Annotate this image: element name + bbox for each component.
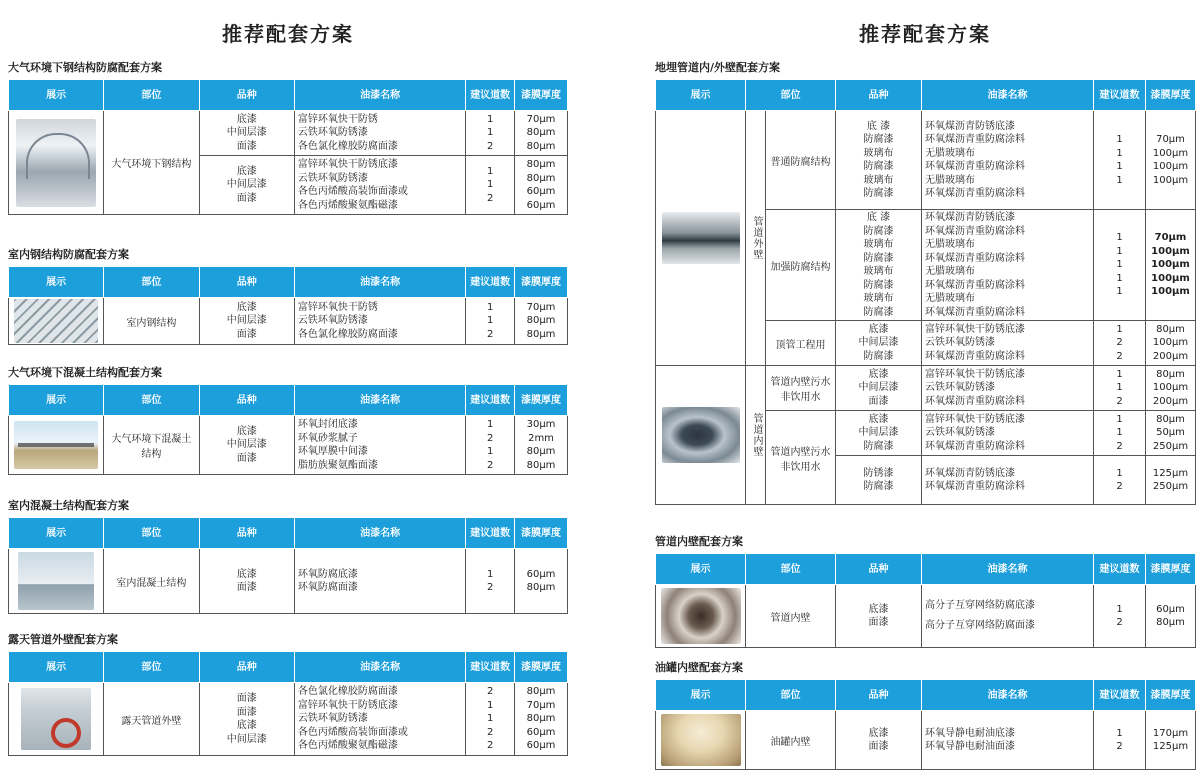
section-title: 地埋管道内/外壁配套方案: [655, 61, 781, 74]
table-header-row: [656, 554, 1196, 585]
col-header: 漆膜厚度: [515, 80, 568, 111]
col-header: 油漆名称: [922, 80, 1094, 111]
scheme-table: [8, 651, 568, 756]
pipe-inner-image: [662, 407, 740, 463]
coats-cell: 1 1 2: [1094, 366, 1146, 411]
paints-cell: 环氧防腐底漆 环氧防腐面漆: [294, 549, 466, 614]
pipe-interior-image: [661, 588, 741, 644]
col-header: 部位: [104, 385, 199, 416]
outer-wall-label: 管道外壁: [751, 216, 762, 260]
coats-cell: 1 2: [466, 549, 515, 614]
image-cell: [9, 683, 104, 756]
thickness-cell: 70μm 100μm 100μm 100μm 100μm: [1146, 210, 1196, 321]
paints-cell: 各色氯化橡胶防腐面漆 富锌环氧快干防锈底漆 云铁环氧防锈漆 各色丙烯酸高装饰面漆或 各色丙烯酸聚氨酯磁漆: [294, 683, 466, 756]
image-cell: [656, 111, 746, 366]
section-title: 露天管道外壁配套方案: [8, 633, 118, 646]
scheme-table: [655, 679, 1196, 770]
section-title: 室内钢结构防腐配套方案: [8, 248, 129, 261]
thickness-cell: 80μm 80μm 60μm 60μm: [515, 156, 568, 215]
col-header: 漆膜厚度: [515, 385, 568, 416]
section-concrete-atmosphere: [8, 365, 568, 475]
table-row: [656, 366, 1196, 411]
table-header-row: [656, 680, 1196, 711]
scheme-table: [655, 79, 1196, 505]
thickness-cell: 80μm 50μm 250μm: [1146, 411, 1196, 456]
col-header: 建议道数: [466, 267, 515, 298]
coats-cell: 1 1 2: [466, 111, 515, 156]
image-cell: [9, 111, 104, 215]
thickness-cell: 30μm 2mm 80μm 80μm: [515, 416, 568, 475]
col-header: 建议道数: [466, 652, 515, 683]
coats-cell: 1 1 2: [466, 156, 515, 215]
section-concrete-indoor: [8, 498, 568, 614]
col-header: 油漆名称: [294, 267, 466, 298]
col-header: 品种: [199, 267, 294, 298]
paints-cell: 环氧煤沥青防锈底漆 环氧煤沥青重防腐涂料 无腊玻璃布 环氧煤沥青重防腐涂料 无腊玻璃布 环氧煤沥青重防腐涂料: [922, 111, 1094, 210]
coats-cell: 1 1 1 1 1: [1094, 210, 1146, 321]
paints-cell: 富锌环氧快干防锈底漆 云铁环氧防锈漆 环氧煤沥青重防腐涂料: [922, 411, 1094, 456]
col-header: 漆膜厚度: [515, 267, 568, 298]
table-row: [656, 585, 1196, 648]
col-header: 油漆名称: [294, 385, 466, 416]
section-title: 管道内壁配套方案: [655, 535, 743, 548]
part-cell: 管道内壁污水非饮用水: [766, 366, 836, 411]
types-cell: 底漆 中间层漆 面漆: [836, 366, 922, 411]
table-header-row: [656, 80, 1196, 111]
section-steel-indoor: [8, 247, 568, 345]
col-header: 建议道数: [466, 385, 515, 416]
outer-wall-label-cell: [746, 111, 766, 366]
section-pipe-inner-wall: [655, 534, 1195, 648]
col-header: 品种: [836, 80, 922, 111]
paints-cell: 环氧煤沥青防锈底漆 环氧煤沥青重防腐涂料: [922, 456, 1094, 505]
paints-cell: 富锌环氧快干防锈底漆 云铁环氧防锈漆 环氧煤沥青重防腐涂料: [922, 366, 1094, 411]
col-header: 油漆名称: [922, 554, 1094, 585]
coats-cell: 1 2: [1094, 585, 1146, 648]
buried-pipe-image: [662, 212, 740, 264]
col-header: 部位: [104, 652, 199, 683]
col-header: 品种: [199, 80, 294, 111]
thickness-cell: 70μm 80μm 80μm: [515, 111, 568, 156]
paints-cell: 环氧导静电耐油底漆 环氧导静电耐油面漆: [922, 711, 1094, 770]
paints-cell: 富锌环氧快干防锈 云铁环氧防锈漆 各色氯化橡胶防腐面漆: [294, 298, 466, 345]
table-header-row: [9, 80, 568, 111]
col-header: 漆膜厚度: [1146, 680, 1196, 711]
thickness-cell: 80μm 100μm 200μm: [1146, 366, 1196, 411]
scheme-table: [8, 384, 568, 475]
col-header: 展示: [656, 680, 746, 711]
section-tank: [655, 660, 1195, 770]
table-row: [9, 298, 568, 345]
page-title: 推荐配套方案: [859, 22, 991, 46]
col-header: 展示: [656, 554, 746, 585]
section-buried-pipe: [655, 60, 1195, 505]
col-header: 展示: [656, 80, 746, 111]
coats-cell: 1 2 1 2: [466, 416, 515, 475]
indoor-image: [18, 552, 94, 610]
part-cell: 油罐内壁: [746, 711, 836, 770]
coats-cell: 1 2: [1094, 456, 1146, 505]
thickness-cell: 80μm 100μm 200μm: [1146, 321, 1196, 366]
col-header: 品种: [836, 680, 922, 711]
image-cell: [9, 298, 104, 345]
scheme-table: [8, 79, 568, 215]
types-cell: 底漆 中间层漆 面漆: [199, 416, 294, 475]
table-row: [9, 549, 568, 614]
col-header: 漆膜厚度: [515, 652, 568, 683]
image-cell: [656, 585, 746, 648]
col-header: 展示: [9, 652, 104, 683]
col-header: 漆膜厚度: [1146, 554, 1196, 585]
col-header: 部位: [746, 554, 836, 585]
paints-cell: 富锌环氧快干防锈 云铁环氧防锈漆 各色氯化橡胶防腐面漆: [294, 111, 466, 156]
coats-cell: 1 2 2: [1094, 321, 1146, 366]
image-cell: [9, 549, 104, 614]
thickness-cell: 60μm 80μm: [515, 549, 568, 614]
col-header: 品种: [836, 554, 922, 585]
part-cell: 普通防腐结构: [766, 111, 836, 210]
col-header: 品种: [199, 385, 294, 416]
types-cell: 防锈漆 防腐漆: [836, 456, 922, 505]
coats-cell: 1 1 2: [466, 298, 515, 345]
table-row: [9, 416, 568, 475]
outdoor-pipe-image: [21, 688, 91, 750]
types-cell: 底 漆 防腐漆 玻璃布 防腐漆 玻璃布 防腐漆 玻璃布 防腐漆: [836, 210, 922, 321]
col-header: 部位: [746, 680, 836, 711]
col-header: 部位: [746, 80, 836, 111]
image-cell: [656, 366, 746, 505]
col-header: 品种: [199, 518, 294, 549]
right-page: [655, 0, 1195, 782]
part-cell: 室内钢结构: [104, 298, 199, 345]
section-title: 油罐内壁配套方案: [655, 661, 743, 674]
table-header-row: [9, 385, 568, 416]
bridge-image: [14, 421, 98, 469]
types-cell: 底漆 中间层漆 面漆: [199, 156, 294, 215]
paints-cell: 富锌环氧快干防锈底漆 云铁环氧防锈漆 环氧煤沥青重防腐涂料: [922, 321, 1094, 366]
col-header: 展示: [9, 267, 104, 298]
thickness-cell: 80μm 70μm 80μm 60μm 60μm: [515, 683, 568, 756]
col-header: 建议道数: [1094, 554, 1146, 585]
paints-cell: 富锌环氧快干防锈底漆 云铁环氧防锈漆 各色丙烯酸高装饰面漆或 各色丙烯酸聚氨酯磁漆: [294, 156, 466, 215]
table-header-row: [9, 267, 568, 298]
section-outdoor-pipe: [8, 632, 568, 756]
coats-cell: 2 1 1 2 2: [466, 683, 515, 756]
col-header: 建议道数: [1094, 80, 1146, 111]
thickness-cell: 70μm 80μm 80μm: [515, 298, 568, 345]
table-row: [656, 111, 1196, 210]
col-header: 部位: [104, 80, 199, 111]
col-header: 建议道数: [466, 80, 515, 111]
part-cell: 加强防腐结构: [766, 210, 836, 321]
col-header: 展示: [9, 518, 104, 549]
col-header: 油漆名称: [294, 518, 466, 549]
part-cell: 大气环境下混凝土结构: [104, 416, 199, 475]
col-header: 展示: [9, 385, 104, 416]
types-cell: 底漆 中间层漆 面漆: [199, 298, 294, 345]
types-cell: 底漆 面漆: [836, 585, 922, 648]
left-page: [8, 0, 568, 782]
paints-cell: 环氧煤沥青防锈底漆 环氧煤沥青重防腐涂料 无腊玻璃布 环氧煤沥青重防腐涂料 无腊玻璃布 环氧煤沥青重防腐涂料 无腊玻璃布 环氧煤沥青重防腐涂料: [922, 210, 1094, 321]
part-cell: 大气环境下钢结构: [104, 111, 199, 215]
types-cell: 底漆 中间层漆 防腐漆: [836, 321, 922, 366]
page-title: 推荐配套方案: [222, 22, 354, 46]
thickness-cell: 170μm 125μm: [1146, 711, 1196, 770]
table-row: [9, 111, 568, 156]
col-header: 部位: [104, 518, 199, 549]
scheme-table: [8, 517, 568, 614]
col-header: 部位: [104, 267, 199, 298]
types-cell: 底漆 中间层漆 面漆: [199, 111, 294, 156]
part-cell: 顶管工程用: [766, 321, 836, 366]
image-cell: [9, 416, 104, 475]
col-header: 油漆名称: [922, 680, 1094, 711]
scheme-table: [8, 266, 568, 345]
types-cell: 面漆 面漆 底漆 中间层漆: [199, 683, 294, 756]
part-cell: 管道内壁: [746, 585, 836, 648]
truss-image: [14, 299, 98, 343]
col-header: 品种: [199, 652, 294, 683]
col-header: 建议道数: [1094, 680, 1146, 711]
table-header-row: [9, 652, 568, 683]
thickness-cell: 70μm 100μm 100μm 100μm: [1146, 111, 1196, 210]
col-header: 油漆名称: [294, 80, 466, 111]
types-cell: 底漆 面漆: [836, 711, 922, 770]
table-row: [9, 683, 568, 756]
table-row: [656, 711, 1196, 770]
col-header: 漆膜厚度: [515, 518, 568, 549]
coats-cell: 1 1 1 1: [1094, 111, 1146, 210]
coats-cell: 1 1 2: [1094, 411, 1146, 456]
types-cell: 底漆 中间层漆 防腐漆: [836, 411, 922, 456]
types-cell: 底 漆 防腐漆 玻璃布 防腐漆 玻璃布 防腐漆: [836, 111, 922, 210]
part-cell: 管道内壁污水非饮用水: [766, 411, 836, 505]
section-steel-atmosphere: [8, 60, 568, 215]
col-header: 漆膜厚度: [1146, 80, 1196, 111]
types-cell: 底漆 面漆: [199, 549, 294, 614]
image-cell: [656, 711, 746, 770]
table-header-row: [9, 518, 568, 549]
col-header: 展示: [9, 80, 104, 111]
part-cell: 露天管道外壁: [104, 683, 199, 756]
col-header: 油漆名称: [294, 652, 466, 683]
inner-wall-label-cell: [746, 366, 766, 505]
inner-wall-label: 管道内壁: [751, 413, 762, 457]
thickness-cell: 60μm 80μm: [1146, 585, 1196, 648]
section-title: 室内混凝土结构配套方案: [8, 499, 129, 512]
paints-cell: 高分子互穿网络防腐底漆 高分子互穿网络防腐面漆: [922, 585, 1094, 648]
tank-image: [661, 714, 741, 766]
part-cell: 室内混凝土结构: [104, 549, 199, 614]
paints-cell: 环氧封闭底漆 环氧砂浆腻子 环氧厚膜中间漆 脂肪族聚氨酯面漆: [294, 416, 466, 475]
steel-structure-image: [16, 119, 96, 207]
thickness-cell: 125μm 250μm: [1146, 456, 1196, 505]
col-header: 建议道数: [466, 518, 515, 549]
section-title: 大气环境下混凝土结构配套方案: [8, 366, 162, 379]
coats-cell: 1 2: [1094, 711, 1146, 770]
scheme-table: [655, 553, 1196, 648]
section-title: 大气环境下钢结构防腐配套方案: [8, 61, 162, 74]
